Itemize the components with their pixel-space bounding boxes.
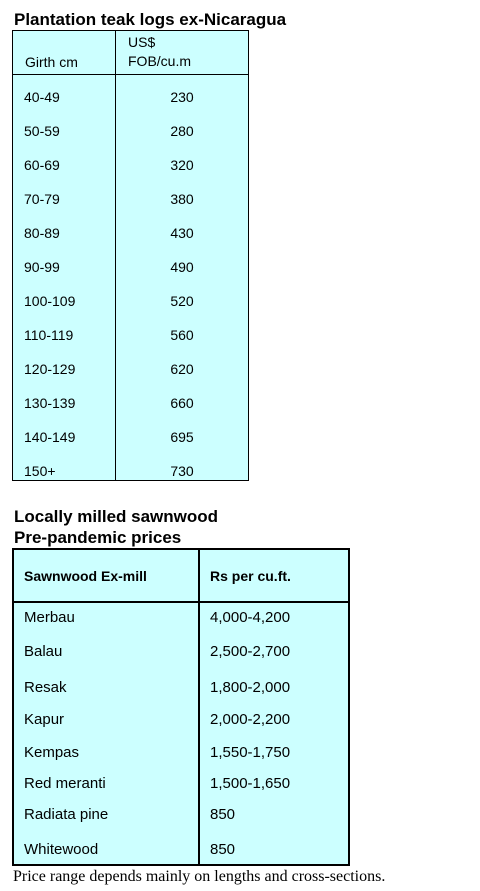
price-cell: 850 bbox=[210, 841, 236, 858]
girth-cell: 40-49 bbox=[24, 89, 60, 105]
price-cell: 560 bbox=[170, 327, 194, 343]
species-cell: Red meranti bbox=[24, 775, 106, 792]
table-row bbox=[13, 359, 248, 379]
price-cell: 695 bbox=[170, 429, 194, 445]
price-cell: 4,000-4,200 bbox=[210, 609, 291, 626]
table-row bbox=[13, 325, 248, 345]
sawnwood-title-line2: Pre-pandemic prices bbox=[14, 528, 182, 547]
species-cell: Kempas bbox=[24, 744, 80, 761]
price-cell: 1,550-1,750 bbox=[210, 744, 291, 761]
table-row bbox=[13, 87, 248, 107]
table-row bbox=[13, 155, 248, 175]
table-row bbox=[13, 257, 248, 277]
table-row bbox=[13, 427, 248, 447]
table-row bbox=[13, 121, 248, 141]
girth-cell: 60-69 bbox=[24, 157, 60, 173]
species-cell: Merbau bbox=[24, 609, 75, 626]
girth-cell: 150+ bbox=[24, 463, 56, 479]
footnote: Price range depends mainly on lengths and cross-sections. bbox=[13, 868, 386, 885]
price-cell: 2,000-2,200 bbox=[210, 711, 291, 728]
sawnwood-price-table bbox=[12, 548, 350, 866]
price-cell: 620 bbox=[170, 361, 194, 377]
girth-column-header: Girth cm bbox=[25, 54, 78, 70]
price-cell: 320 bbox=[170, 157, 194, 173]
table-row bbox=[14, 642, 348, 662]
price-cell: 660 bbox=[170, 395, 194, 411]
girth-cell: 100-109 bbox=[24, 293, 76, 309]
table-row bbox=[14, 743, 348, 763]
table-row bbox=[14, 678, 348, 698]
girth-cell: 90-99 bbox=[24, 259, 60, 275]
table-row bbox=[13, 291, 248, 311]
header-divider bbox=[13, 74, 248, 75]
price-cell: 490 bbox=[170, 259, 194, 275]
price-column-header bbox=[128, 33, 191, 71]
price-cell: 850 bbox=[210, 806, 236, 823]
price-column-header-line2: FOB/cu.m bbox=[128, 53, 192, 69]
price-column-header-line1: US$ bbox=[128, 34, 156, 50]
price-cell: 2,500-2,700 bbox=[210, 643, 291, 660]
species-cell: Radiata pine bbox=[24, 806, 109, 823]
species-cell: Whitewood bbox=[24, 841, 99, 858]
girth-cell: 120-129 bbox=[24, 361, 76, 377]
girth-cell: 140-149 bbox=[24, 429, 76, 445]
price-cell: 520 bbox=[170, 293, 194, 309]
girth-cell: 130-139 bbox=[24, 395, 76, 411]
table-row bbox=[13, 189, 248, 209]
species-cell: Balau bbox=[24, 643, 63, 660]
table-row bbox=[14, 774, 348, 794]
table-row bbox=[14, 710, 348, 730]
table-row bbox=[14, 805, 348, 825]
girth-cell: 70-79 bbox=[24, 191, 60, 207]
table-row bbox=[13, 393, 248, 413]
price-cell: 1,800-2,000 bbox=[210, 679, 291, 696]
sawnwood-title-line1: Locally milled sawnwood bbox=[14, 507, 219, 526]
girth-cell: 50-59 bbox=[24, 123, 60, 139]
price-cell: 430 bbox=[170, 225, 194, 241]
girth-cell: 110-119 bbox=[24, 327, 74, 343]
species-cell: Resak bbox=[24, 679, 67, 696]
girth-cell: 80-89 bbox=[24, 225, 60, 241]
price-cell: 280 bbox=[170, 123, 194, 139]
price-cell: 230 bbox=[170, 89, 194, 105]
table-row bbox=[13, 461, 248, 481]
table-row bbox=[14, 608, 348, 628]
table-row bbox=[14, 840, 348, 860]
teak-table-title: Plantation teak logs ex-Nicaragua bbox=[14, 10, 287, 29]
sawnwood-table-title bbox=[14, 506, 218, 548]
price-cell: 380 bbox=[170, 191, 194, 207]
header-divider bbox=[14, 601, 348, 603]
price-cell: 1,500-1,650 bbox=[210, 775, 291, 792]
teak-price-table bbox=[12, 30, 249, 481]
price-cell: 730 bbox=[170, 463, 194, 479]
species-cell: Kapur bbox=[24, 711, 65, 728]
price-column-header: Rs per cu.ft. bbox=[210, 568, 291, 584]
table-row bbox=[13, 223, 248, 243]
species-column-header: Sawnwood Ex-mill bbox=[24, 568, 147, 584]
